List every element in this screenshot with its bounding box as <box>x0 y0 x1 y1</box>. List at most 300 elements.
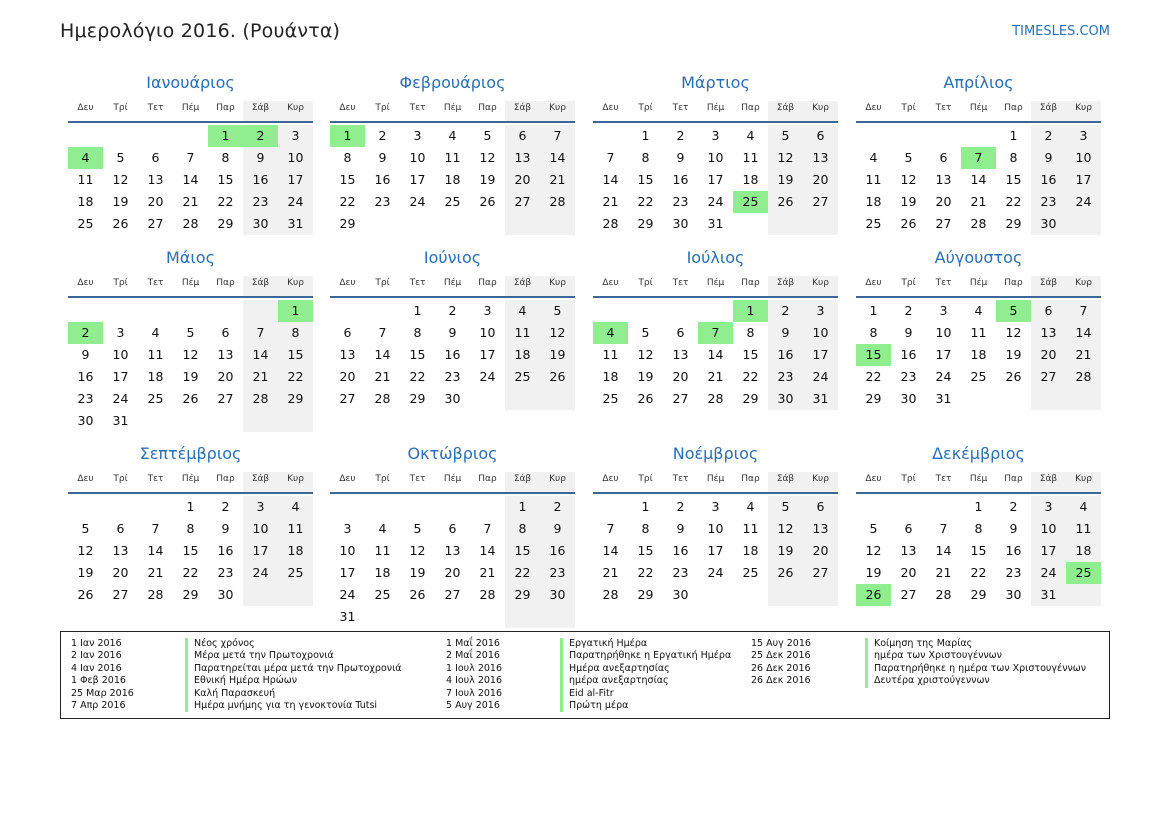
day-cell: 6 <box>904 521 913 536</box>
weekday-label: Δευ <box>602 474 619 484</box>
day-cell: 22 <box>339 194 356 209</box>
weekday-label: Δευ <box>339 474 356 484</box>
week-row <box>593 147 838 169</box>
empty-day-cell <box>540 388 575 410</box>
day-cell: 28 <box>147 587 164 602</box>
day-cell: 24 <box>278 191 313 213</box>
empty-day-cell <box>540 213 575 235</box>
empty-day-cell <box>1066 213 1101 235</box>
day-cell: 15 <box>1005 172 1022 187</box>
day-cell: 25 <box>970 369 987 384</box>
day-cell: 8 <box>641 521 650 536</box>
empty-day-cell <box>68 496 103 518</box>
weekday-label: Σάβ <box>768 101 803 121</box>
day-cell: 23 <box>768 366 803 388</box>
day-cell: 12 <box>182 347 199 362</box>
weekday-label: Σάβ <box>505 276 540 296</box>
day-cell: 27 <box>803 562 838 584</box>
holiday-marker-icon <box>560 650 563 662</box>
day-cell: 25 <box>77 216 94 231</box>
day-cell: 23 <box>672 565 689 580</box>
day-cell: 15 <box>637 172 654 187</box>
weekday-label: Πέμ <box>443 474 462 484</box>
month-block <box>593 73 838 235</box>
day-cell: 21 <box>970 194 987 209</box>
weekday-label: Δευ <box>339 103 356 113</box>
weekday-header <box>856 472 1101 494</box>
day-cell: 23 <box>243 191 278 213</box>
day-cell: 29 <box>278 388 313 410</box>
week-row <box>330 562 575 584</box>
empty-day-cell <box>768 213 803 235</box>
month-title: Ιούνιος <box>423 248 482 267</box>
day-cell: 4 <box>151 325 160 340</box>
day-cell: 27 <box>672 391 689 406</box>
day-cell: 22 <box>970 565 987 580</box>
day-cell: 18 <box>1066 540 1101 562</box>
day-cell: 11 <box>742 150 759 165</box>
week-row <box>593 518 838 540</box>
legend-item <box>446 638 731 650</box>
day-cell: 23 <box>900 369 917 384</box>
empty-day-cell <box>173 410 208 432</box>
holiday-day-cell: 15 <box>856 344 891 366</box>
day-cell: 5 <box>483 128 492 143</box>
day-cell: 14 <box>243 344 278 366</box>
weekday-label: Σάβ <box>505 101 540 121</box>
month-title: Ιανουάριος <box>146 73 235 92</box>
day-cell: 14 <box>707 347 724 362</box>
weekday-label: Κυρ <box>540 472 575 492</box>
empty-day-cell <box>1066 388 1101 410</box>
day-cell: 20 <box>339 369 356 384</box>
day-cell: 28 <box>935 587 952 602</box>
holiday-marker-icon <box>560 638 563 650</box>
weekday-label: Κυρ <box>803 472 838 492</box>
weekday-label: Πέμ <box>181 103 200 113</box>
day-cell: 19 <box>865 565 882 580</box>
empty-day-cell <box>68 300 103 322</box>
holiday-marker-icon <box>560 663 563 675</box>
day-cell: 29 <box>637 587 654 602</box>
day-cell: 20 <box>935 194 952 209</box>
week-row <box>68 410 313 432</box>
weekday-label: Παρ <box>216 103 235 113</box>
day-cell: 19 <box>479 172 496 187</box>
empty-day-cell <box>698 300 733 322</box>
day-cell: 14 <box>602 172 619 187</box>
day-cell: 27 <box>1031 366 1066 388</box>
day-cell: 13 <box>444 543 461 558</box>
day-cell: 31 <box>112 413 129 428</box>
weekday-label: Παρ <box>1004 474 1023 484</box>
weekday-label: Τρί <box>375 474 390 484</box>
day-cell: 17 <box>1031 540 1066 562</box>
day-cell: 21 <box>935 565 952 580</box>
day-cell: 3 <box>483 303 492 318</box>
empty-day-cell <box>505 606 540 628</box>
empty-day-cell <box>996 388 1031 410</box>
empty-day-cell <box>365 606 400 628</box>
week-row <box>856 213 1101 235</box>
weekday-label: Τρί <box>901 474 916 484</box>
weekday-header <box>856 276 1101 298</box>
day-cell: 22 <box>637 194 654 209</box>
day-cell: 26 <box>182 391 199 406</box>
week-row <box>68 213 313 235</box>
weekday-label: Πέμ <box>443 278 462 288</box>
legend-item <box>446 650 731 662</box>
weekday-header <box>593 276 838 298</box>
day-cell: 5 <box>540 300 575 322</box>
weekday-label: Δευ <box>865 474 882 484</box>
empty-day-cell <box>138 410 173 432</box>
legend-item <box>71 700 402 712</box>
weekday-label: Πέμ <box>706 474 725 484</box>
day-cell: 28 <box>970 216 987 231</box>
day-cell: 10 <box>803 322 838 344</box>
day-cell: 10 <box>935 325 952 340</box>
empty-day-cell <box>1066 584 1101 606</box>
day-cell: 19 <box>182 369 199 384</box>
day-cell: 15 <box>339 172 356 187</box>
month-block <box>593 248 838 410</box>
holiday-marker-icon <box>185 638 188 650</box>
week-row <box>593 322 838 344</box>
day-cell: 24 <box>707 194 724 209</box>
weekday-label: Τρί <box>113 474 128 484</box>
month-block <box>68 444 313 606</box>
weekday-label: Τρί <box>638 103 653 113</box>
empty-day-cell <box>400 606 435 628</box>
day-cell: 1 <box>1009 128 1018 143</box>
weekday-label: Δευ <box>339 278 356 288</box>
day-cell: 31 <box>1031 584 1066 606</box>
legend-date: 2 Ιαν 2016 <box>71 650 122 662</box>
holiday-day-cell: 5 <box>996 300 1031 322</box>
empty-day-cell <box>733 213 768 235</box>
week-row <box>330 388 575 410</box>
day-cell: 8 <box>343 150 352 165</box>
weekday-header <box>330 472 575 494</box>
legend-holiday-name: Μέρα μετά την Πρωτοχρονιά <box>194 650 334 662</box>
empty-day-cell <box>208 410 243 432</box>
weekday-label: Τρί <box>638 474 653 484</box>
day-cell: 6 <box>221 325 230 340</box>
legend-holiday-name: Εργατική Ημέρα <box>569 638 648 649</box>
day-cell: 30 <box>540 584 575 606</box>
empty-day-cell <box>803 213 838 235</box>
empty-day-cell <box>926 125 961 147</box>
day-cell: 25 <box>147 391 164 406</box>
day-cell: 6 <box>505 125 540 147</box>
day-cell: 19 <box>637 369 654 384</box>
week-row <box>593 125 838 147</box>
day-cell: 20 <box>900 565 917 580</box>
day-cell: 13 <box>803 518 838 540</box>
week-row <box>856 147 1101 169</box>
weekday-label: Παρ <box>741 278 760 288</box>
day-cell: 4 <box>1066 496 1101 518</box>
week-row <box>68 125 313 147</box>
day-cell: 10 <box>1031 518 1066 540</box>
day-cell: 30 <box>1031 213 1066 235</box>
day-cell: 18 <box>278 540 313 562</box>
day-cell: 18 <box>505 344 540 366</box>
day-cell: 24 <box>112 391 129 406</box>
empty-day-cell <box>628 300 663 322</box>
holiday-day-cell: 26 <box>856 584 891 606</box>
day-cell: 2 <box>676 499 685 514</box>
day-cell: 16 <box>444 347 461 362</box>
day-cell: 10 <box>278 147 313 169</box>
day-cell: 13 <box>147 172 164 187</box>
day-cell: 12 <box>112 172 129 187</box>
day-cell: 22 <box>865 369 882 384</box>
week-row <box>593 213 838 235</box>
holiday-marker-icon <box>185 688 188 700</box>
weekday-header <box>68 276 313 298</box>
weekday-label: Κυρ <box>540 101 575 121</box>
holiday-day-cell: 7 <box>961 147 996 169</box>
legend-date: 1 Μαΐ 2016 <box>446 638 500 649</box>
month-block <box>856 73 1101 235</box>
day-cell: 16 <box>243 169 278 191</box>
weekday-label: Κυρ <box>1066 276 1101 296</box>
month-title: Νοέμβριος <box>672 444 759 463</box>
day-cell: 24 <box>803 366 838 388</box>
day-cell: 22 <box>637 565 654 580</box>
day-cell: 4 <box>974 303 983 318</box>
day-cell: 5 <box>768 125 803 147</box>
weekday-header <box>593 101 838 123</box>
weekday-label: Κυρ <box>803 101 838 121</box>
day-cell: 24 <box>707 565 724 580</box>
day-cell: 14 <box>602 543 619 558</box>
month-block <box>330 248 575 410</box>
day-cell: 17 <box>243 540 278 562</box>
empty-day-cell <box>330 496 365 518</box>
holiday-marker-icon <box>560 688 563 700</box>
day-cell: 30 <box>243 213 278 235</box>
legend-date: 7 Ιουλ 2016 <box>446 687 502 699</box>
day-cell: 7 <box>186 150 195 165</box>
holiday-marker-icon <box>865 675 868 687</box>
day-cell: 23 <box>1031 191 1066 213</box>
holiday-day-cell: 4 <box>593 322 628 344</box>
week-row <box>330 584 575 606</box>
week-row <box>856 584 1101 606</box>
day-cell: 3 <box>243 496 278 518</box>
day-cell: 1 <box>641 128 650 143</box>
day-cell: 4 <box>746 499 755 514</box>
day-cell: 13 <box>803 147 838 169</box>
week-row <box>68 518 313 540</box>
day-cell: 2 <box>904 303 913 318</box>
day-cell: 8 <box>413 325 422 340</box>
week-row <box>68 540 313 562</box>
day-cell: 28 <box>243 388 278 410</box>
day-cell: 21 <box>707 369 724 384</box>
day-cell: 23 <box>672 194 689 209</box>
weekday-label: Κυρ <box>1066 472 1101 492</box>
day-cell: 4 <box>448 128 457 143</box>
empty-day-cell <box>470 606 505 628</box>
legend-holiday-name: Παρατηρείται μέρα μετά την Πρωτοχρονιά <box>194 662 402 674</box>
legend-item <box>71 650 402 662</box>
empty-day-cell <box>400 496 435 518</box>
weekday-label: Παρ <box>478 278 497 288</box>
day-cell: 16 <box>1031 169 1066 191</box>
day-cell: 31 <box>278 213 313 235</box>
empty-day-cell <box>400 213 435 235</box>
holiday-marker-icon <box>185 700 188 712</box>
legend-holiday-name: ημέρα των Χριστουγέννων <box>874 650 1002 662</box>
day-cell: 18 <box>970 347 987 362</box>
day-cell: 7 <box>151 521 160 536</box>
week-row <box>593 300 838 322</box>
empty-day-cell <box>505 213 540 235</box>
empty-day-cell <box>768 584 803 606</box>
weekday-label: Πέμ <box>969 474 988 484</box>
day-cell: 6 <box>1031 300 1066 322</box>
weekday-label: Σάβ <box>243 472 278 492</box>
day-cell: 6 <box>803 125 838 147</box>
day-cell: 1 <box>505 496 540 518</box>
day-cell: 3 <box>803 300 838 322</box>
day-cell: 23 <box>374 194 391 209</box>
holiday-day-cell: 2 <box>243 125 278 147</box>
day-cell: 27 <box>112 587 129 602</box>
weekday-label: Κυρ <box>278 101 313 121</box>
day-cell: 15 <box>278 344 313 366</box>
site-link[interactable]: TIMESLES.COM <box>1012 24 1110 39</box>
weekday-label: Τρί <box>113 103 128 113</box>
day-cell: 17 <box>112 369 129 384</box>
day-cell: 19 <box>540 344 575 366</box>
empty-day-cell <box>540 606 575 628</box>
day-cell: 26 <box>540 366 575 388</box>
weekday-label: Τρί <box>113 278 128 288</box>
week-row <box>856 191 1101 213</box>
day-cell: 11 <box>505 322 540 344</box>
week-row <box>68 191 313 213</box>
day-cell: 24 <box>935 369 952 384</box>
week-row <box>330 213 575 235</box>
legend-item <box>446 700 731 712</box>
day-cell: 6 <box>448 521 457 536</box>
day-cell: 4 <box>746 128 755 143</box>
day-cell: 15 <box>409 347 426 362</box>
holiday-marker-icon <box>865 663 868 675</box>
day-cell: 27 <box>935 216 952 231</box>
day-cell: 14 <box>970 172 987 187</box>
week-row <box>593 562 838 584</box>
week-row <box>330 366 575 388</box>
day-cell: 27 <box>339 391 356 406</box>
day-cell: 28 <box>602 216 619 231</box>
legend-holiday-name: Ημέρα μνήμης για τη γενοκτονία Tutsi <box>194 699 378 711</box>
empty-day-cell <box>173 300 208 322</box>
day-cell: 11 <box>865 172 882 187</box>
day-cell: 9 <box>904 325 913 340</box>
week-row <box>593 388 838 410</box>
holiday-day-cell: 25 <box>1066 562 1101 584</box>
day-cell: 24 <box>243 562 278 584</box>
week-row <box>330 518 575 540</box>
weekday-label: Παρ <box>216 474 235 484</box>
month-block <box>593 444 838 606</box>
legend-holiday-name: Παρατηρήθηκε η ημέρα των Χριστουγέννων <box>874 662 1087 674</box>
day-cell: 18 <box>77 194 94 209</box>
day-cell: 13 <box>112 543 129 558</box>
day-cell: 24 <box>1031 562 1066 584</box>
legend-date: 26 Δεκ 2016 <box>751 675 811 687</box>
day-cell: 26 <box>77 587 94 602</box>
day-cell: 12 <box>768 147 803 169</box>
legend-date: 15 Αυγ 2016 <box>751 638 811 649</box>
legend-column-3 <box>751 638 1086 688</box>
day-cell: 21 <box>182 194 199 209</box>
week-row <box>856 518 1101 540</box>
week-row <box>593 169 838 191</box>
week-row <box>593 496 838 518</box>
day-cell: 22 <box>182 565 199 580</box>
day-cell: 9 <box>768 322 803 344</box>
day-cell: 6 <box>343 325 352 340</box>
day-cell: 14 <box>374 347 391 362</box>
day-cell: 13 <box>935 172 952 187</box>
day-cell: 23 <box>444 369 461 384</box>
day-cell: 20 <box>217 369 234 384</box>
empty-day-cell <box>365 213 400 235</box>
empty-day-cell <box>138 300 173 322</box>
day-cell: 29 <box>1005 216 1022 231</box>
day-cell: 26 <box>479 194 496 209</box>
day-cell: 17 <box>409 172 426 187</box>
weekday-label: Τετ <box>935 103 952 113</box>
day-cell: 15 <box>637 543 654 558</box>
weekday-header <box>330 101 575 123</box>
legend-holiday-name: Κοίμηση της Μαρίας <box>874 638 973 649</box>
day-cell: 27 <box>147 216 164 231</box>
day-cell: 16 <box>374 172 391 187</box>
day-cell: 22 <box>1005 194 1022 209</box>
day-cell: 14 <box>935 543 952 558</box>
holiday-day-cell: 1 <box>330 125 365 147</box>
day-cell: 30 <box>444 391 461 406</box>
weekday-label: Δευ <box>77 278 94 288</box>
week-row <box>856 540 1101 562</box>
day-cell: 21 <box>374 369 391 384</box>
legend-item <box>71 675 402 687</box>
weekday-label: Πέμ <box>443 103 462 113</box>
holiday-day-cell: 1 <box>733 300 768 322</box>
day-cell: 15 <box>970 543 987 558</box>
empty-day-cell <box>926 496 961 518</box>
legend-item <box>71 638 402 650</box>
weekday-header <box>68 472 313 494</box>
day-cell: 19 <box>768 540 803 562</box>
weekday-label: Πέμ <box>181 278 200 288</box>
legend-item <box>446 663 731 675</box>
week-row <box>68 300 313 322</box>
day-cell: 27 <box>217 391 234 406</box>
holiday-day-cell: 1 <box>208 125 243 147</box>
day-cell: 10 <box>409 150 426 165</box>
day-cell: 30 <box>217 587 234 602</box>
day-cell: 31 <box>803 388 838 410</box>
